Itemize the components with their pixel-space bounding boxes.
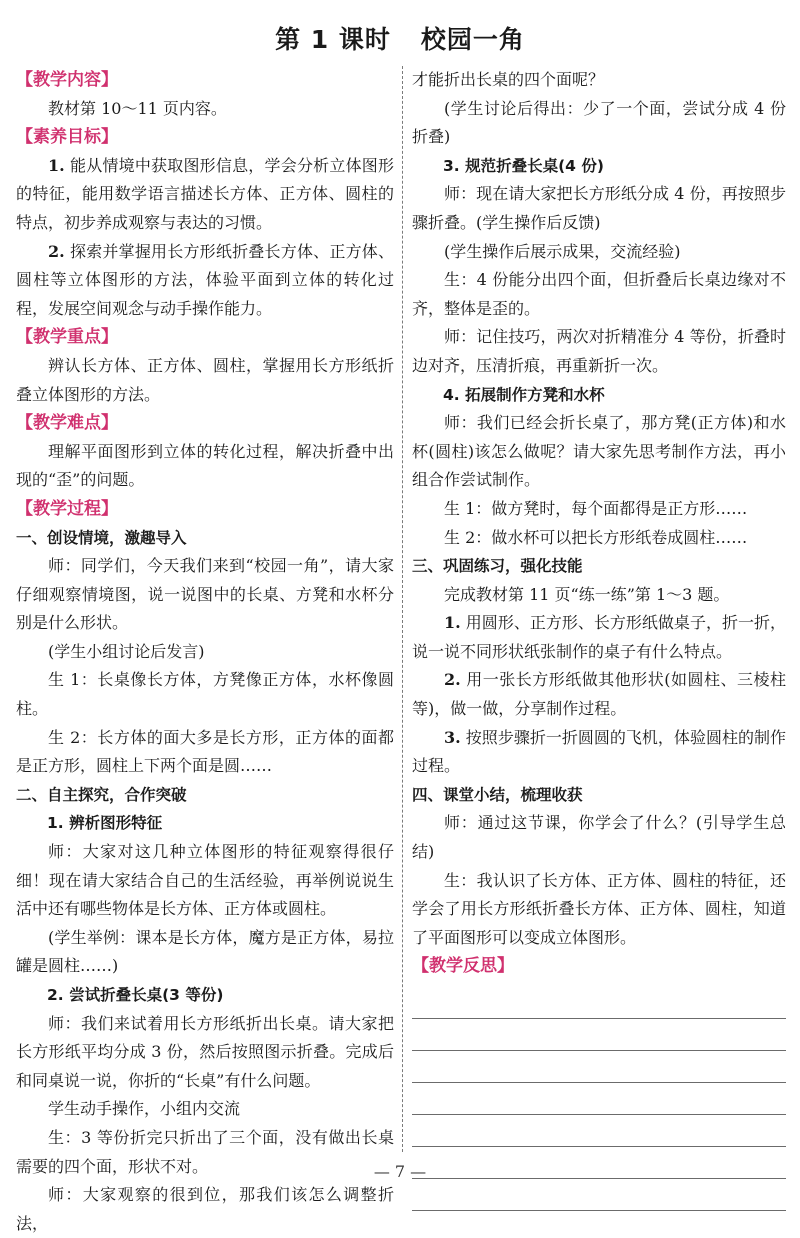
page-number: — 7 — bbox=[373, 1162, 427, 1181]
paragraph: 师：现在请大家把长方形纸分成 4 份，再按照步骤折叠。(学生操作后反馈) bbox=[412, 184, 786, 232]
exercise-number: 2. bbox=[444, 670, 461, 690]
goal-2-number: 2. bbox=[48, 241, 65, 261]
paragraph: 完成教材第 11 页“练一练”第 1～3 题。 bbox=[444, 584, 730, 604]
goal-1-number: 1. bbox=[48, 155, 65, 175]
paragraph: (学生操作后展示成果，交流经验) bbox=[444, 241, 681, 261]
subsection-1-title bbox=[16, 809, 394, 838]
paragraph: 师：大家对这几种立体图形的特征观察得很仔细！现在请大家结合自己的生活经验，再举例说说生活中还有哪些物体是长方体、正方体或圆柱。 bbox=[16, 842, 394, 919]
subsection-number: 2. bbox=[47, 986, 64, 1004]
exercise-text: 用一张长方形纸做其他形状(如圆柱、三棱柱等)，做一做，分享制作过程。 bbox=[412, 670, 786, 719]
writing-line[interactable] bbox=[412, 1051, 786, 1083]
paragraph: (学生小组讨论后发言) bbox=[48, 641, 205, 661]
exercise-number: 1. bbox=[444, 613, 461, 633]
paragraph: 才能折出长桌的四个面呢？ bbox=[412, 70, 605, 89]
page-title bbox=[0, 20, 800, 56]
reflection-tag: 【教学反思】 bbox=[412, 956, 514, 977]
paragraph: 师：我们已经会折长桌了，那方凳(正方体)和水杯(圆柱)该怎么做呢？请大家先思考制作方法，再小组合作尝试制作。 bbox=[412, 413, 786, 490]
paragraph: 师：记住技巧，两次对折精准分 4 等份，折叠时边对齐，压清折痕，再重新折一次。 bbox=[412, 327, 786, 375]
section-3-title: 三、巩固练习，强化技能 bbox=[412, 557, 583, 576]
paragraph: (学生举例：课本是长方体，魔方是正方体，易拉罐是圆柱……) bbox=[16, 927, 394, 976]
right-column bbox=[412, 66, 786, 1211]
paragraph: 师：通过这节课，你学会了什么？(引导学生总结) bbox=[412, 813, 786, 862]
focus-text: 辨认长方体、正方体、圆柱，掌握用长方形纸折叠立体图形的方法。 bbox=[16, 355, 394, 404]
paragraph: 生 1：做方凳时，每个面都得是正方形…… bbox=[444, 498, 748, 518]
paragraph: 学生动手操作，小组内交流 bbox=[48, 1099, 241, 1119]
subsection-label: 拓展制作方凳和水杯 bbox=[459, 385, 605, 404]
exercise-text: 用圆形、正方形、长方形纸做桌子，折一折，说一说不同形状纸张制作的桌子有什么特点。 bbox=[412, 613, 786, 661]
process-tag: 【教学过程】 bbox=[16, 498, 118, 519]
paragraph: 生：我认识了长方体、正方体、圆柱的特征，还学会了用长方形纸折叠长方体、正方体、圆柱，知道了平面图形可以变成立体图形。 bbox=[412, 870, 786, 947]
subsection-label: 尝试折叠长桌(3 等份) bbox=[63, 986, 224, 1004]
focus-tag: 【教学重点】 bbox=[16, 327, 118, 348]
paragraph: 师：大家观察的很到位，那我们该怎么调整折法， bbox=[16, 1185, 394, 1233]
writing-line[interactable] bbox=[412, 1179, 786, 1211]
goal-1-text: 能从情境中获取图形信息，学会分析立体图形的特征，能用数学语言描述长方体、正方体、圆柱的特点，初步养成观察与表达的习惯。 bbox=[16, 155, 394, 232]
paragraph: 师：同学们，今天我们来到“校园一角”，请大家仔细观察情境图，说一说图中的长桌、方凳和水杯分别是什么形状。 bbox=[16, 556, 394, 633]
paragraph: 生 2：做水杯可以把长方形纸卷成圆柱…… bbox=[444, 527, 748, 547]
section-1-title: 一、创设情境，激趣导入 bbox=[16, 528, 187, 547]
content-tag: 【教学内容】 bbox=[16, 70, 118, 90]
section-4-title: 四、课堂小结，梳理收获 bbox=[412, 785, 583, 804]
exercise-2 bbox=[412, 666, 786, 723]
subsection-2-title bbox=[16, 981, 394, 1010]
exercise-number: 3. bbox=[444, 727, 461, 747]
difficulty-text: 理解平面图形到立体的转化过程，解决折叠中出现的“歪”的问题。 bbox=[16, 441, 394, 490]
paragraph: 生 1：长桌像长方体，方凳像正方体，水杯像圆柱。 bbox=[16, 670, 394, 719]
left-column bbox=[16, 66, 394, 1238]
exercise-3 bbox=[412, 724, 786, 781]
difficulty-tag: 【教学难点】 bbox=[16, 413, 118, 434]
goal-1 bbox=[16, 152, 394, 238]
writing-line[interactable] bbox=[412, 1115, 786, 1147]
content-text: 教材第 10～11 页内容。 bbox=[48, 98, 227, 118]
subsection-number: 3. bbox=[443, 156, 460, 175]
subsection-number: 1. bbox=[47, 814, 64, 833]
subsection-label: 规范折叠长桌(4 份) bbox=[459, 156, 604, 175]
exercise-text: 按照步骤折一折圆圆的飞机，体验圆柱的制作过程。 bbox=[412, 727, 786, 776]
section-2-title: 二、自主探究，合作突破 bbox=[16, 785, 187, 804]
writing-line[interactable] bbox=[412, 1019, 786, 1051]
subsection-4-title bbox=[412, 381, 786, 410]
writing-line[interactable] bbox=[412, 987, 786, 1019]
subsection-label: 辨析图形特征 bbox=[63, 814, 163, 833]
paragraph: (学生讨论后得出：少了一个面，尝试分成 4 份折叠) bbox=[412, 98, 786, 147]
paragraph: 生：3 等份折完只折出了三个面，没有做出长桌需要的四个面，形状不对。 bbox=[16, 1127, 394, 1176]
lesson-number: 第 1 课时 bbox=[275, 25, 391, 54]
lesson-name: 校园一角 bbox=[420, 25, 525, 54]
paragraph: 生：4 份能分出四个面，但折叠后长桌边缘对不齐，整体是歪的。 bbox=[412, 270, 786, 318]
subsection-3-title bbox=[412, 152, 786, 181]
paragraph: 师：我们来试着用长方形纸折出长桌。请大家把长方形纸平均分成 3 份，然后按照图示折叠。完成后和同桌说一说，你折的“长桌”有什么问题。 bbox=[16, 1013, 394, 1090]
writing-line[interactable] bbox=[412, 1083, 786, 1115]
exercise-1 bbox=[412, 609, 786, 666]
goal-2 bbox=[16, 238, 394, 324]
column-divider bbox=[402, 66, 403, 1152]
subsection-number: 4. bbox=[443, 385, 460, 404]
paragraph: 生 2：长方体的面大多是长方形，正方体的面都是正方形，圆柱上下两个面是圆…… bbox=[16, 727, 394, 776]
goals-tag: 【素养目标】 bbox=[16, 127, 118, 148]
goal-2-text: 探索并掌握用长方形纸折叠长方体、正方体、圆柱等立体图形的方法，体验平面到立体的转化过程，发展空间观念与动手操作能力。 bbox=[16, 241, 394, 318]
